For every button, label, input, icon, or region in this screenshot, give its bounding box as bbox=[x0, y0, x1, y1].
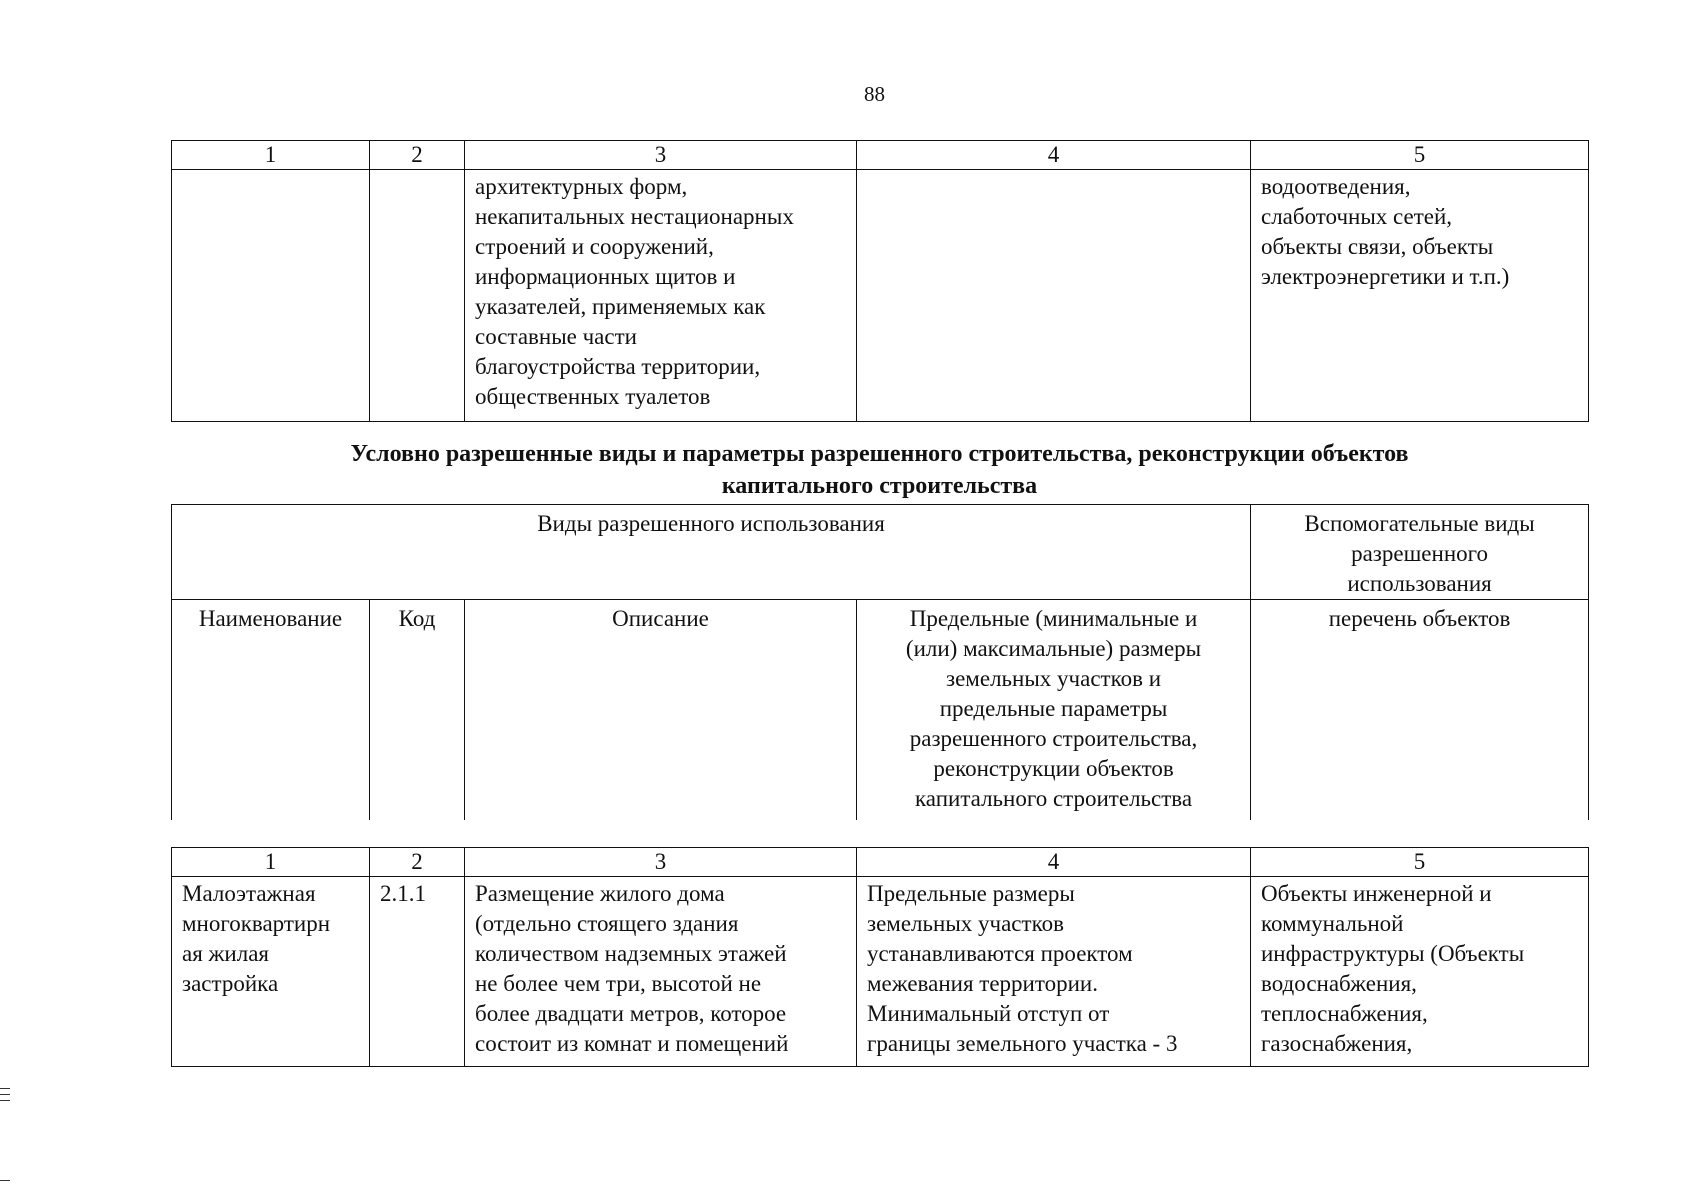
header-table bbox=[171, 504, 1589, 820]
table-row bbox=[172, 170, 1589, 422]
header-object-list: перечень объектов bbox=[1251, 600, 1589, 820]
table-row bbox=[172, 877, 1589, 1067]
group-header-row bbox=[172, 505, 1589, 600]
cell-name bbox=[172, 170, 370, 422]
group-header-aux: Вспомогательные виды разрешенного использования bbox=[1251, 505, 1589, 600]
header-description: Описание bbox=[465, 600, 857, 820]
margin-mark bbox=[0, 1180, 10, 1181]
column-number-row bbox=[172, 141, 1589, 170]
permitted-use-table bbox=[171, 847, 1589, 1067]
cell-aux-objects: водоотведения, слаботочных сетей, объекты связи, объекты электроэнергетики и т.п.) bbox=[1251, 170, 1589, 422]
col-number-1: 1 bbox=[172, 848, 370, 877]
margin-mark bbox=[0, 1100, 10, 1101]
col-number-5: 5 bbox=[1251, 848, 1589, 877]
cell-code bbox=[370, 170, 465, 422]
cell-description: Размещение жилого дома (отдельно стоящего здания количеством надземных этажей не более чем три, высотой не более двадцати метров, которое состоит из комнат и помещений bbox=[465, 877, 857, 1067]
col-number-5: 5 bbox=[1251, 141, 1589, 170]
col-number-3: 3 bbox=[465, 848, 857, 877]
margin-mark bbox=[0, 1094, 10, 1095]
cell-aux-objects: Объекты инженерной и коммунальной инфраструктуры (Объекты водоснабжения, теплоснабжения, газоснабжения, bbox=[1251, 877, 1589, 1067]
header-code: Код bbox=[370, 600, 465, 820]
col-number-1: 1 bbox=[172, 141, 370, 170]
column-number-row bbox=[172, 848, 1589, 877]
margin-mark bbox=[0, 1088, 10, 1089]
col-number-3: 3 bbox=[465, 141, 857, 170]
cell-limits bbox=[857, 170, 1251, 422]
cell-limits: Предельные размеры земельных участков устанавливаются проектом межевания территории. Минимальный отступ от границы земельного участка - 3 bbox=[857, 877, 1251, 1067]
cell-code: 2.1.1 bbox=[370, 877, 465, 1067]
col-number-2: 2 bbox=[370, 848, 465, 877]
cell-name: Малоэтажная многоквартирн ая жилая застройка bbox=[172, 877, 370, 1067]
header-limits: Предельные (минимальные и (или) максимальные) размеры земельных участков и предельные параметры разрешенного строительства, реконструкции объектов капитального строительства bbox=[857, 600, 1251, 820]
column-header-row bbox=[172, 600, 1589, 820]
header-name: Наименование bbox=[172, 600, 370, 820]
col-number-4: 4 bbox=[857, 141, 1251, 170]
page-number: 88 bbox=[864, 82, 885, 106]
col-number-4: 4 bbox=[857, 848, 1251, 877]
col-number-2: 2 bbox=[370, 141, 465, 170]
cell-description: архитектурных форм, некапитальных нестационарных строений и сооружений, информационных щитов и указателей, применяемых как составные части благоустройства территории, общественных туалетов bbox=[465, 170, 857, 422]
continuation-table bbox=[171, 140, 1589, 422]
group-header-main: Виды разрешенного использования bbox=[172, 505, 1251, 600]
section-heading: Условно разрешенные виды и параметры разрешенного строительства, реконструкции объектов капитального строительства bbox=[350, 441, 1409, 499]
